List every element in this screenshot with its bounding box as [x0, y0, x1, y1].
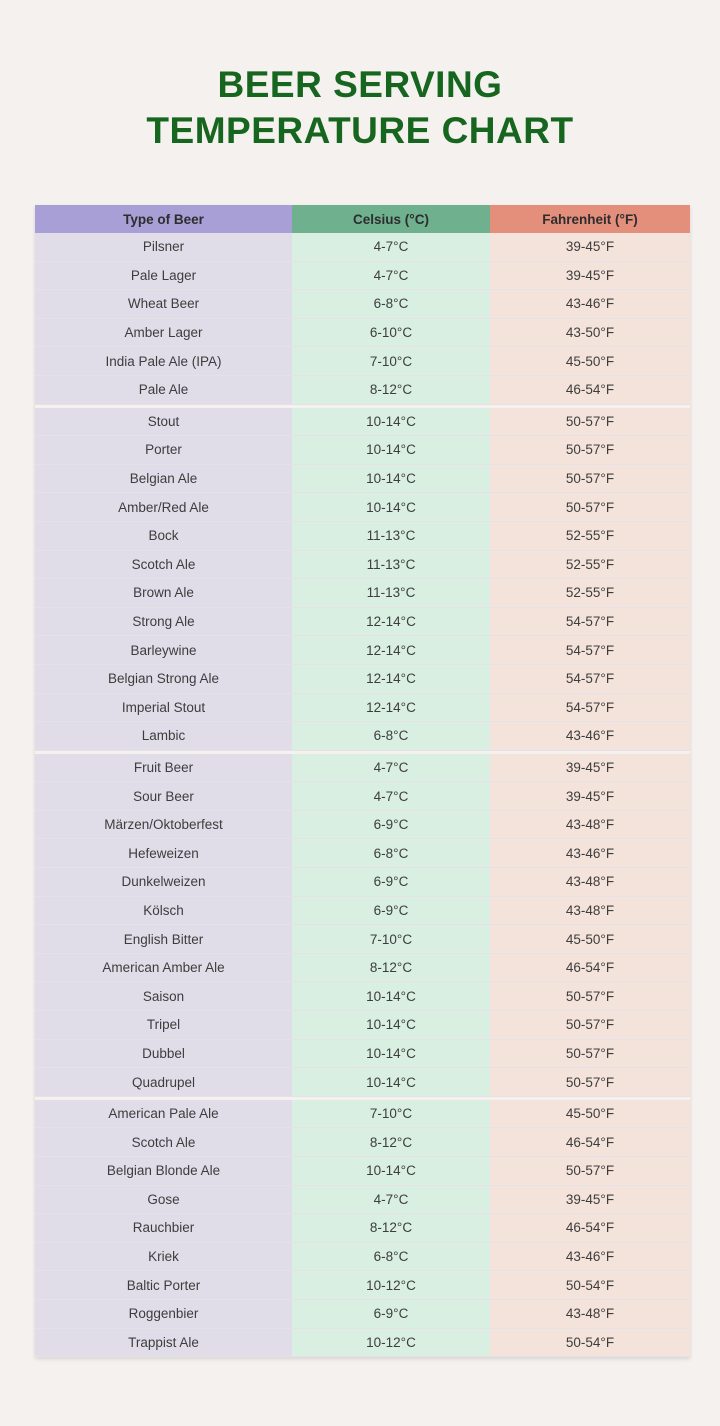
beer-type-cell: Bock — [35, 522, 292, 550]
celsius-cell: 11-13°C — [292, 522, 490, 550]
header-fahrenheit: Fahrenheit (°F) — [490, 205, 690, 233]
fahrenheit-cell: 52-55°F — [490, 579, 690, 607]
celsius-cell: 10-14°C — [292, 1011, 490, 1039]
beer-type-cell: Sour Beer — [35, 782, 292, 810]
table-row — [35, 319, 690, 348]
table-row — [35, 839, 690, 868]
beer-type-cell: Märzen/Oktoberfest — [35, 811, 292, 839]
table-row — [35, 925, 690, 954]
beer-type-cell: Scotch Ale — [35, 1128, 292, 1156]
celsius-cell: 4-7°C — [292, 754, 490, 782]
fahrenheit-cell: 50-57°F — [490, 1011, 690, 1039]
beer-type-cell: India Pale Ale (IPA) — [35, 347, 292, 375]
fahrenheit-cell: 43-46°F — [490, 1243, 690, 1271]
fahrenheit-cell: 43-46°F — [490, 839, 690, 867]
celsius-cell: 10-12°C — [292, 1271, 490, 1299]
title-line-1: BEER SERVING — [217, 64, 503, 105]
table-row — [35, 694, 690, 723]
fahrenheit-cell: 50-57°F — [490, 982, 690, 1010]
beer-type-cell: Baltic Porter — [35, 1271, 292, 1299]
fahrenheit-cell: 39-45°F — [490, 262, 690, 290]
table-row — [35, 465, 690, 494]
table-row — [35, 811, 690, 840]
beer-type-cell: Strong Ale — [35, 608, 292, 636]
table-row — [35, 897, 690, 926]
beer-type-cell: Imperial Stout — [35, 694, 292, 722]
celsius-cell: 11-13°C — [292, 551, 490, 579]
table-row — [35, 579, 690, 608]
celsius-cell: 10-14°C — [292, 1068, 490, 1096]
table-row — [35, 1243, 690, 1272]
fahrenheit-cell: 43-48°F — [490, 811, 690, 839]
fahrenheit-cell: 46-54°F — [490, 1128, 690, 1156]
header-type-of-beer: Type of Beer — [35, 205, 292, 233]
fahrenheit-cell: 43-48°F — [490, 868, 690, 896]
beer-type-cell: Brown Ale — [35, 579, 292, 607]
beer-type-cell: Kölsch — [35, 897, 292, 925]
beer-type-cell: Belgian Blonde Ale — [35, 1157, 292, 1185]
celsius-cell: 6-8°C — [292, 839, 490, 867]
celsius-cell: 8-12°C — [292, 954, 490, 982]
beer-type-cell: Pilsner — [35, 233, 292, 261]
beer-type-cell: Scotch Ale — [35, 551, 292, 579]
table-row — [35, 436, 690, 465]
celsius-cell: 10-12°C — [292, 1329, 490, 1357]
celsius-cell: 6-10°C — [292, 319, 490, 347]
celsius-cell: 8-12°C — [292, 1128, 490, 1156]
fahrenheit-cell: 39-45°F — [490, 233, 690, 261]
table-row — [35, 493, 690, 522]
table-body — [35, 233, 690, 1357]
fahrenheit-cell: 39-45°F — [490, 782, 690, 810]
celsius-cell: 10-14°C — [292, 436, 490, 464]
fahrenheit-cell: 54-57°F — [490, 608, 690, 636]
fahrenheit-cell: 43-50°F — [490, 319, 690, 347]
fahrenheit-cell: 50-54°F — [490, 1329, 690, 1357]
table-row — [35, 347, 690, 376]
beer-type-cell: Barleywine — [35, 636, 292, 664]
table-row — [35, 1271, 690, 1300]
beer-type-cell: Dubbel — [35, 1040, 292, 1068]
fahrenheit-cell: 52-55°F — [490, 551, 690, 579]
celsius-cell: 12-14°C — [292, 608, 490, 636]
celsius-cell: 10-14°C — [292, 1040, 490, 1068]
celsius-cell: 8-12°C — [292, 376, 490, 404]
table-row — [35, 376, 690, 405]
table-row — [35, 522, 690, 551]
table-row — [35, 754, 690, 783]
celsius-cell: 11-13°C — [292, 579, 490, 607]
fahrenheit-cell: 50-54°F — [490, 1271, 690, 1299]
beer-temperature-table — [35, 205, 690, 1357]
beer-type-cell: Stout — [35, 408, 292, 436]
beer-type-cell: American Amber Ale — [35, 954, 292, 982]
beer-type-cell: Fruit Beer — [35, 754, 292, 782]
fahrenheit-cell: 50-57°F — [490, 1040, 690, 1068]
table-row — [35, 665, 690, 694]
celsius-cell: 4-7°C — [292, 782, 490, 810]
fahrenheit-cell: 54-57°F — [490, 665, 690, 693]
celsius-cell: 10-14°C — [292, 1157, 490, 1185]
celsius-cell: 10-14°C — [292, 465, 490, 493]
celsius-cell: 8-12°C — [292, 1214, 490, 1242]
fahrenheit-cell: 50-57°F — [490, 436, 690, 464]
celsius-cell: 4-7°C — [292, 262, 490, 290]
celsius-cell: 6-9°C — [292, 868, 490, 896]
fahrenheit-cell: 45-50°F — [490, 347, 690, 375]
table-row — [35, 954, 690, 983]
beer-type-cell: American Pale Ale — [35, 1100, 292, 1128]
celsius-cell: 6-8°C — [292, 1243, 490, 1271]
table-row — [35, 1329, 690, 1358]
beer-type-cell: Rauchbier — [35, 1214, 292, 1242]
header-celsius: Celsius (°C) — [292, 205, 490, 233]
table-row — [35, 1128, 690, 1157]
fahrenheit-cell: 54-57°F — [490, 636, 690, 664]
celsius-cell: 10-14°C — [292, 408, 490, 436]
beer-type-cell: Saison — [35, 982, 292, 1010]
beer-type-cell: Tripel — [35, 1011, 292, 1039]
beer-type-cell: Pale Ale — [35, 376, 292, 404]
celsius-cell: 7-10°C — [292, 925, 490, 953]
table-row — [35, 233, 690, 262]
beer-type-cell: Wheat Beer — [35, 290, 292, 318]
celsius-cell: 4-7°C — [292, 1186, 490, 1214]
fahrenheit-cell: 50-57°F — [490, 465, 690, 493]
celsius-cell: 10-14°C — [292, 982, 490, 1010]
table-row — [35, 608, 690, 637]
table-row — [35, 868, 690, 897]
table-row — [35, 290, 690, 319]
beer-type-cell: Trappist Ale — [35, 1329, 292, 1357]
beer-type-cell: Kriek — [35, 1243, 292, 1271]
celsius-cell: 6-8°C — [292, 290, 490, 318]
table-row — [35, 1214, 690, 1243]
beer-type-cell: Belgian Strong Ale — [35, 665, 292, 693]
table-row — [35, 982, 690, 1011]
table-row — [35, 408, 690, 437]
fahrenheit-cell: 43-46°F — [490, 722, 690, 750]
celsius-cell: 6-8°C — [292, 722, 490, 750]
fahrenheit-cell: 43-48°F — [490, 1300, 690, 1328]
fahrenheit-cell: 45-50°F — [490, 1100, 690, 1128]
celsius-cell: 6-9°C — [292, 811, 490, 839]
celsius-cell: 6-9°C — [292, 897, 490, 925]
table-row — [35, 636, 690, 665]
beer-type-cell: Quadrupel — [35, 1068, 292, 1096]
table-row — [35, 1011, 690, 1040]
celsius-cell: 10-14°C — [292, 493, 490, 521]
fahrenheit-cell: 50-57°F — [490, 408, 690, 436]
beer-type-cell: English Bitter — [35, 925, 292, 953]
fahrenheit-cell: 39-45°F — [490, 754, 690, 782]
fahrenheit-cell: 43-48°F — [490, 897, 690, 925]
fahrenheit-cell: 52-55°F — [490, 522, 690, 550]
celsius-cell: 12-14°C — [292, 694, 490, 722]
celsius-cell: 4-7°C — [292, 233, 490, 261]
title-line-2: TEMPERATURE CHART — [146, 110, 574, 151]
table-row — [35, 1186, 690, 1215]
fahrenheit-cell: 46-54°F — [490, 954, 690, 982]
table-row — [35, 1300, 690, 1329]
page-title — [0, 62, 720, 154]
beer-type-cell: Pale Lager — [35, 262, 292, 290]
table-row — [35, 722, 690, 751]
fahrenheit-cell: 45-50°F — [490, 925, 690, 953]
table-row — [35, 782, 690, 811]
celsius-cell: 7-10°C — [292, 1100, 490, 1128]
table-header — [35, 205, 690, 233]
beer-type-cell: Amber/Red Ale — [35, 493, 292, 521]
fahrenheit-cell: 46-54°F — [490, 1214, 690, 1242]
beer-type-cell: Hefeweizen — [35, 839, 292, 867]
celsius-cell: 6-9°C — [292, 1300, 490, 1328]
fahrenheit-cell: 54-57°F — [490, 694, 690, 722]
fahrenheit-cell: 46-54°F — [490, 376, 690, 404]
table-row — [35, 551, 690, 580]
beer-type-cell: Amber Lager — [35, 319, 292, 347]
fahrenheit-cell: 50-57°F — [490, 493, 690, 521]
celsius-cell: 7-10°C — [292, 347, 490, 375]
table-row — [35, 1100, 690, 1129]
beer-type-cell: Porter — [35, 436, 292, 464]
fahrenheit-cell: 43-46°F — [490, 290, 690, 318]
celsius-cell: 12-14°C — [292, 665, 490, 693]
table-row — [35, 1157, 690, 1186]
fahrenheit-cell: 39-45°F — [490, 1186, 690, 1214]
celsius-cell: 12-14°C — [292, 636, 490, 664]
beer-type-cell: Dunkelweizen — [35, 868, 292, 896]
fahrenheit-cell: 50-57°F — [490, 1157, 690, 1185]
beer-type-cell: Belgian Ale — [35, 465, 292, 493]
table-row — [35, 1068, 690, 1097]
beer-type-cell: Roggenbier — [35, 1300, 292, 1328]
fahrenheit-cell: 50-57°F — [490, 1068, 690, 1096]
beer-type-cell: Lambic — [35, 722, 292, 750]
beer-type-cell: Gose — [35, 1186, 292, 1214]
table-row — [35, 1040, 690, 1069]
table-row — [35, 262, 690, 291]
